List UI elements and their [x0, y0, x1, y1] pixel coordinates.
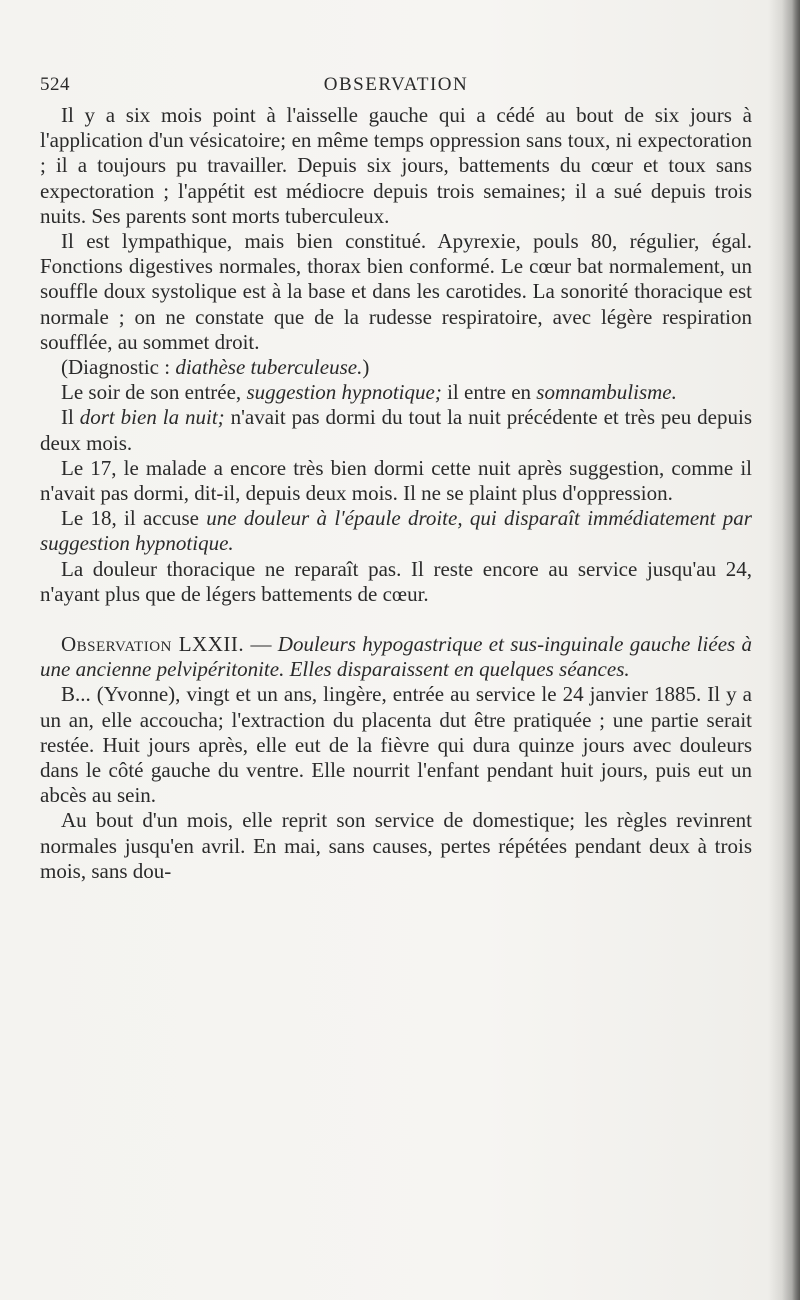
- paragraph-day-17: Le 17, le malade a encore très bien dormi cette nuit après suggestion, comme il n'avait pas dormi, dit-il, depuis deux mois. Il ne se plaint plus d'oppression.: [40, 455, 752, 506]
- observation-label: Observation LXXII.: [61, 632, 245, 657]
- page-edge-shadow: [782, 0, 800, 1300]
- suggestion-text: Le soir de son entrée,: [61, 380, 247, 405]
- day-18-pre: Le 18, il accuse: [61, 506, 207, 531]
- paragraph-sleep: [40, 405, 752, 455]
- diagnosis-italic: diathèse tuberculeuse.: [175, 355, 363, 380]
- somnambulism-italic: somnambulisme.: [536, 380, 677, 405]
- paragraph-diagnosis: [40, 355, 752, 380]
- sleep-italic: dort bien la nuit;: [79, 405, 225, 430]
- suggestion-mid: il entre en: [441, 380, 537, 405]
- paragraph-examination: Il est lympathique, mais bien constitué. Apyrexie, pouls 80, régulier, égal. Fonctions digestives normales, thorax bien conformé. Le cœur bat normalement, un souffle doux systolique est à la base et dans les carotides. La sonorité thoracique est normale ; on ne constate que de la rudesse respiratoire, avec légère respiration soufflée, au sommet droit.: [40, 229, 752, 354]
- paragraph-outcome: La douleur thoracique ne reparaît pas. Il reste encore au service jusqu'au 24, n'ayant plus que de légers battements de cœur.: [40, 556, 752, 606]
- paragraph-history: Il y a six mois point à l'aisselle gauche qui a cédé au bout de six jours à l'application d'un vésicatoire; en même temps oppression sans toux, ni expectoration ; il a toujours pu travailler. Depuis six jours, battements du cœur et toux sans expectoration ; l'appétit est médiocre depuis trois semaines; il a sué depuis trois nuits. Ses parents sont morts tuberculeux.: [40, 103, 752, 228]
- observation-heading: [40, 632, 752, 682]
- running-head: OBSERVATION: [323, 74, 469, 95]
- sleep-post: n'avait pas dormi du tout la nuit précédente et très peu depuis deux mois.: [40, 405, 752, 455]
- paragraph-day-18: [40, 506, 752, 556]
- diagnosis-close: ): [362, 355, 370, 380]
- page-body: [40, 103, 752, 884]
- diagnosis-open: (Diagnostic :: [61, 355, 176, 380]
- paragraph-continuation: Au bout d'un mois, elle reprit son service de domestique; les règles revinrent normales jusqu'en avril. En mai, sans causes, pertes répétées pendant deux à trois mois, sans dou-: [40, 808, 752, 883]
- observation-title: Douleurs hypogastrique et sus-inguinale gauche liées à une ancienne pelvipéritonite. Elles disparaissent en quelques séances.: [40, 632, 753, 682]
- paragraph-patient-history: B... (Yvonne), vingt et un ans, lingère, entrée au service le 24 janvier 1885. Il y a un an, elle accoucha; l'extraction du placenta dut être pratiquée ; une partie serait restée. Huit jours après, elle eut de la fièvre qui dura quinze jours avec douleurs dans le côté gauche du ventre. Elle nourrit l'enfant pendant huit jours, puis eut un abcès au sein.: [40, 682, 752, 808]
- suggestion-italic: suggestion hypnotique;: [246, 380, 442, 405]
- page-header: [40, 74, 752, 100]
- paragraph-suggestion: [40, 380, 752, 405]
- observation-dash: —: [244, 632, 278, 657]
- sleep-pre: Il: [61, 405, 80, 430]
- day-18-italic: une douleur à l'épaule droite, qui disparaît immédiatement par suggestion hypnotique.: [40, 506, 752, 556]
- page-number: 524: [40, 74, 70, 95]
